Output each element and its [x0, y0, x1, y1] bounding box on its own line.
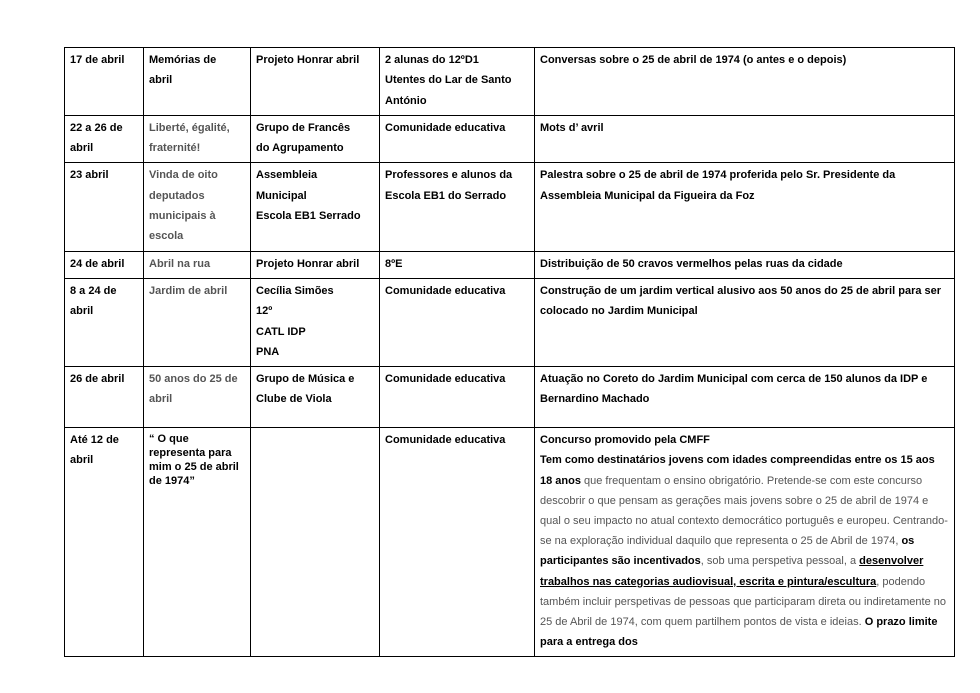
promoter-line: Municipal — [256, 189, 307, 202]
audience-line: Professores e alunos da — [385, 169, 513, 182]
promoter-line: Cecília Simões — [256, 284, 334, 297]
table-row — [65, 278, 955, 366]
activity-line: abril — [149, 74, 173, 87]
description-underlined-text: desenvolver trabalhos nas categorias audiovisual, escrita e pintura/escultura — [540, 555, 924, 588]
activity-line: Memórias de — [149, 54, 217, 66]
activity-line: deputados — [149, 189, 205, 202]
date-cell: 22 a 26 de abril — [65, 115, 144, 163]
activity-line: fraternité! — [149, 142, 201, 155]
promoter-line: 12º — [256, 305, 273, 318]
date-cell: 8 a 24 de abril — [65, 278, 144, 366]
audience-cell — [380, 163, 535, 251]
promoter-cell — [251, 367, 380, 428]
contest-title: Concurso promovido pela CMFF — [540, 434, 710, 447]
description-cell: Atuação no Coreto do Jardim Municipal com cerca de 150 alunos da IDP e Bernardino Machado — [535, 367, 955, 428]
promoter-line: Projeto Honrar abril — [256, 54, 360, 66]
description-cell — [535, 428, 955, 657]
promoter-cell — [251, 251, 380, 278]
promoter-line: Clube de Viola — [256, 393, 332, 406]
promoter-cell — [251, 115, 380, 163]
description-cell: Construção de um jardim vertical alusivo aos 50 anos do 25 de abril para ser colocado no Jardim Municipal — [535, 278, 955, 366]
promoter-cell — [251, 48, 380, 116]
audience-cell — [380, 251, 535, 278]
audience-line: António — [385, 94, 427, 107]
promoter-line: Grupo de Música e — [256, 373, 355, 386]
activities-table-body — [65, 48, 955, 657]
audience-line: Comunidade educativa — [385, 373, 506, 386]
audience-cell — [380, 278, 535, 366]
activity-line: escola — [149, 230, 184, 243]
description-text: que frequentam o ensino obrigatório. Pretende-se com este concurso descobrir o que pensam as gerações mais jovens sobre o 25 de abril de 1974 e qual o seu impacto no atual contexto democrático português e europeu. Centrando-se na exploração individual daquilo que representa o 25 de Abril de 1974, — [540, 474, 948, 548]
description-bold-text: Tem como destinatários jovens com idades compreendidas entre os 15 aos 18 anos — [540, 454, 935, 487]
audience-line: Utentes do Lar de Santo — [385, 74, 512, 87]
audience-cell — [380, 48, 535, 116]
promoter-cell — [251, 278, 380, 366]
audience-line: 8ºE — [385, 257, 403, 270]
date-cell: 26 de abril — [65, 367, 144, 428]
activity-cell — [144, 48, 251, 116]
description-bold-text: os participantes são incentivados — [540, 535, 915, 568]
table-row — [65, 115, 955, 163]
activity-line: abril — [149, 393, 173, 406]
table-row — [65, 48, 955, 116]
promoter-cell — [251, 428, 380, 657]
activity-line: Jardim de abril — [149, 284, 228, 297]
description-text: , sob uma perspetiva pessoal, a — [700, 555, 860, 568]
audience-line: 2 alunas do 12ºD1 — [385, 54, 479, 66]
activity-line: Liberté, égalité, — [149, 121, 230, 134]
audience-line: Comunidade educativa — [385, 121, 506, 134]
promoter-line: do Agrupamento — [256, 142, 344, 155]
audience-cell — [380, 367, 535, 428]
activity-cell — [144, 278, 251, 366]
audience-line: Escola EB1 do Serrado — [385, 189, 507, 202]
activity-cell — [144, 163, 251, 251]
activity-line: Vinda de oito — [149, 169, 218, 182]
description-bold-text: O prazo limite para a entrega dos — [540, 615, 938, 649]
promoter-cell — [251, 163, 380, 251]
date-cell: 23 abril — [65, 163, 144, 251]
description-text: , podendo também incluir perspetivas de pessoas que participaram direta ou indiretamente no 25 de Abril de 1974, com quem partilhem pontos de vista e ideias. — [540, 575, 946, 628]
table-row — [65, 428, 955, 657]
table-row — [65, 163, 955, 251]
activity-cell — [144, 367, 251, 428]
activity-quote: “ O que representa para mim o 25 de abril de 1974” — [149, 433, 239, 488]
date-cell: Até 12 de abril — [65, 428, 144, 657]
description-cell: Conversas sobre o 25 de abril de 1974 (o antes e o depois) — [535, 48, 955, 116]
description-cell: Palestra sobre o 25 de abril de 1974 proferida pelo Sr. Presidente da Assembleia Municipal da Figueira da Foz — [535, 163, 955, 251]
promoter-line: Escola EB1 Serrado — [256, 210, 361, 223]
audience-cell — [380, 115, 535, 163]
promoter-line: Assembleia — [256, 169, 318, 182]
activity-cell — [144, 428, 251, 657]
activity-line: 50 anos do 25 de — [149, 373, 238, 386]
activity-line: municipais à — [149, 210, 216, 223]
activity-line: Abril na rua — [149, 257, 211, 270]
activity-cell — [144, 115, 251, 163]
activities-table — [64, 47, 955, 657]
promoter-line: Projeto Honrar abril — [256, 257, 360, 270]
table-row — [65, 367, 955, 428]
audience-line: Comunidade educativa — [385, 284, 506, 297]
table-row — [65, 251, 955, 278]
promoter-line: PNA — [256, 345, 280, 358]
date-cell: 24 de abril — [65, 251, 144, 278]
date-cell: 17 de abril — [65, 48, 144, 116]
promoter-line: Grupo de Francês — [256, 121, 351, 134]
activity-cell — [144, 251, 251, 278]
audience-cell: Comunidade educativa — [380, 428, 535, 657]
promoter-line: CATL IDP — [256, 325, 306, 338]
description-cell: Distribuição de 50 cravos vermelhos pelas ruas da cidade — [535, 251, 955, 278]
description-cell: Mots d’ avril — [535, 115, 955, 163]
